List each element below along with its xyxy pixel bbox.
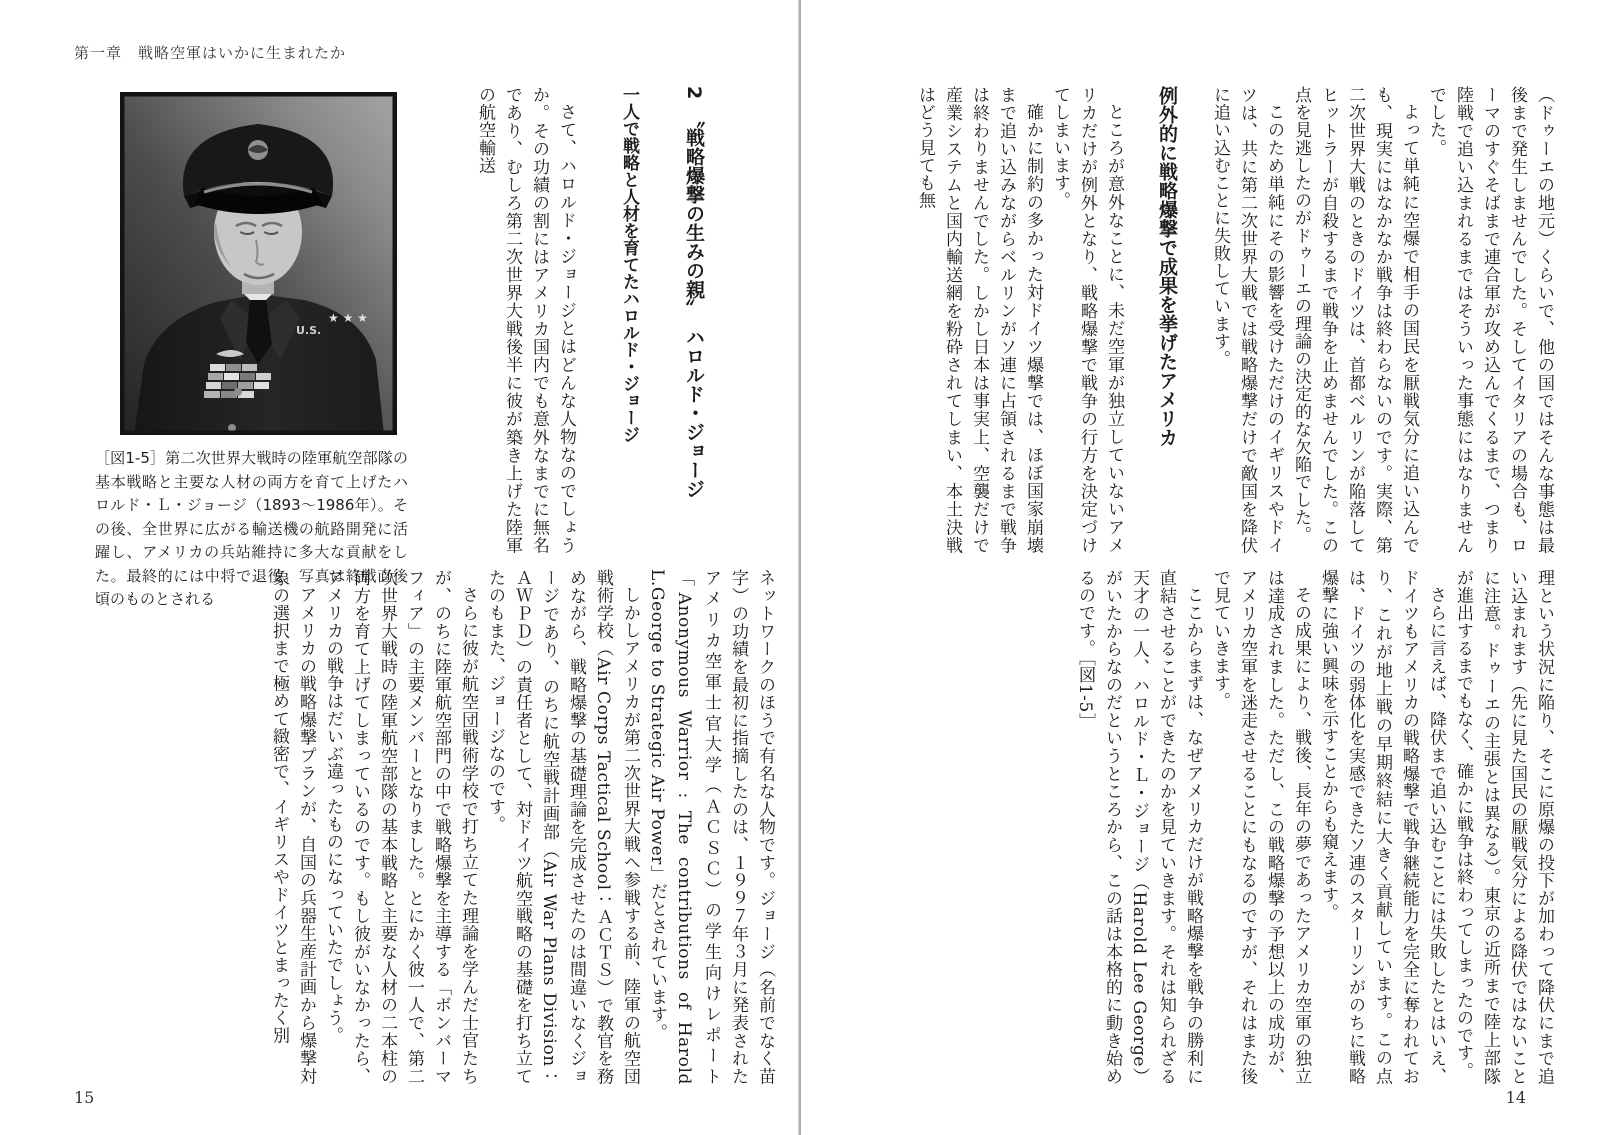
paragraph: よって単純に空爆で相手の国民を厭戦気分に追い込んでも、現実にはなかなか戦争は終わらないのです。実際、第二次世界大戦のときのドイツは、首都ベルリンが陥落してヒットラーが自殺するまで戦争を止めませんでした。この点を見逃したのがドゥーエの理論の決定的な欠陥でした。 [1291,86,1419,554]
paragraph: このため単純にその影響を受けただけのイギリスやドイツは、共に第二次世界大戦では戦略爆撃だけで敵国を降伏に追い込むことに失敗しています。 [1210,86,1284,554]
right-page-top-text [911,86,1557,554]
section-subtitle: 一人で戦略と人材を育てたハロルド・ジョージ [619,86,639,443]
harold-george-photo [120,92,397,435]
paragraph: ここからまずは、なぜアメリカだけが戦略爆撃を戦争の勝利に直結させることができたのかを見ていきます。それは知られざる天才の一人、ハロルド・Ｌ・ジョージ（Harold Lee George）がいたからなのだというところから、この話は本格的に動き始めるのです。［図1-5］ [1075,569,1203,1085]
paragraph: ところが意外なことに、未だ空軍が独立していないアメリカだけが例外となり、戦略爆撃で戦争の行方を決定づけてしまいます。 [1050,86,1124,554]
page-gutter-divider [798,0,801,1135]
photo-caption: ［図1-5］第二次世界大戦時の陸軍航空部隊の基本戦略と主要な人材の両方を育て上げたハロルド・Ｌ・ジョージ（1893〜1986年）。その後、全世界に広がる輸送機の航路開発に活躍し、アメリカの兵站維持に多大な貢献をした。最終的には中将で退役。写真は終戦直後頃のものとされる [95,449,408,608]
paragraph: その成果により、戦後、長年の夢であったアメリカ空軍の独立は達成されました。ただし、この戦略爆撃の予想以上の成功が、アメリカ空軍を迷走させることにもなるのですが、それはまた後で見ていきます。 [1210,569,1311,1085]
paragraph: しかしアメリカが第二次世界大戦へ参戦する前、陸軍の航空団戦術学校（Air Corps Tactical School：ＡＣＴＳ）で教官を務めながら、戦略爆撃の基礎理論を完成させたのは間違いなくジョージであり、のちに航空戦計画部（Air War Plans Division：ＡＷＰＤ）の責任者として、対ドイツ航空戦略の基礎を打ち立てたのもまた、ジョージなのです。 [485,569,640,1085]
paragraph: さて、ハロルド・ジョージとはどんな人物なのでしょうか。その功績の割にはアメリカ国内でも意外なまでに無名であり、むしろ第二次世界大戦後半に彼が築き上げた陸軍の航空輸送 [475,86,576,554]
svg-text:★ ★ ★: ★ ★ ★ [328,311,368,325]
page-number-right: 14 [1505,1088,1526,1107]
section-heading: 例外的に戦略爆撃で成果を挙げたアメリカ [1156,86,1178,447]
paragraph: 確かに制約の多かった対ドイツ爆撃では、ほぼ国家崩壊まで追い込みながらベルリンがソ連に占領されるまで戦争は終わりませんでした。しかし日本は事実上、空襲だけで産業システムと国内輸送網を粉砕されてしまい、本土決戦はどう見ても無 [915,86,1043,554]
portrait-photo-illustration [120,92,397,435]
paragraph: さらに彼が航空団戦術学校で打ち立てた理論を学んだ士官たちが、のちに陸軍航空部門の中で戦略爆撃を主導する「ボンバーマフィア」の主要メンバーとなりました。とにかく彼一人で、第二次世界大戦時の陸軍航空部隊の基本戦略と主要な人材の二本柱の両方を育て上げてしまっているのです。もし彼がいなかったら、アメリカの戦争はだいぶ違ったものになっていたでしょう。 [323,569,478,1085]
paragraph: ネットワークのほうで有名な人物です。ジョージ（名前でなく苗字）の功績を最初に指摘したのは、１９９７年３月に発表されたアメリカ空軍士官大学（ＡＣＳＣ）の学生向けレポート「Anonymous Warrior : The contributions of Harold L.George to Strategic Air Power」だとされています。 [647,569,775,1085]
paragraph: （ドゥーエの地元）くらいで、他の国ではそんな事態は最後まで発生しませんでした。そしてイタリアの場合も、ローマのすぐそばまで連合軍が攻め込んでくるまで、つまり陸戦で追い込まれるまではそういった事態にはなりませんでした。 [1426,86,1554,554]
right-page-bottom-text [1071,569,1557,1085]
paragraph: さらに言えば、降伏まで追い込むことには失敗したとはいえ、ドイツもアメリカの戦略爆撃で戦争継続能力を完全に奪われており、これが地上戦の早期終結に大きく貢献しています。この点は、ドイツの弱体化を実感できたソ連のスターリンがのちに戦略爆撃に強い興味を示すことからも窺えます。 [1318,569,1446,1085]
left-page-top-text [471,86,707,554]
left-page-bottom-text [265,569,778,1085]
paragraph: アメリカの戦略爆撃プランが、自国の兵器生産計画から爆撃対象の選択まで極めて緻密で、イギリスやドイツとまったく別 [269,569,316,1085]
chapter-running-head: 第一章 戦略空軍はいかに生まれたか [74,44,347,62]
svg-text:U.S.: U.S. [296,324,322,337]
section-number-title: 2 〝戦略爆撃の生みの親〟 ハロルド・ジョージ [683,86,705,499]
page-number-left: 15 [74,1088,95,1107]
paragraph: 理という状況に陥り、そこに原爆の投下が加わって降伏にまで追い込まれます（先に見た国民の厭戦気分による降伏ではないことに注意。ドゥーエの主張とは異なる）。東京の近所まで陸上部隊が進出するまでもなく、確かに戦争は終わってしまったのです。 [1453,569,1554,1085]
